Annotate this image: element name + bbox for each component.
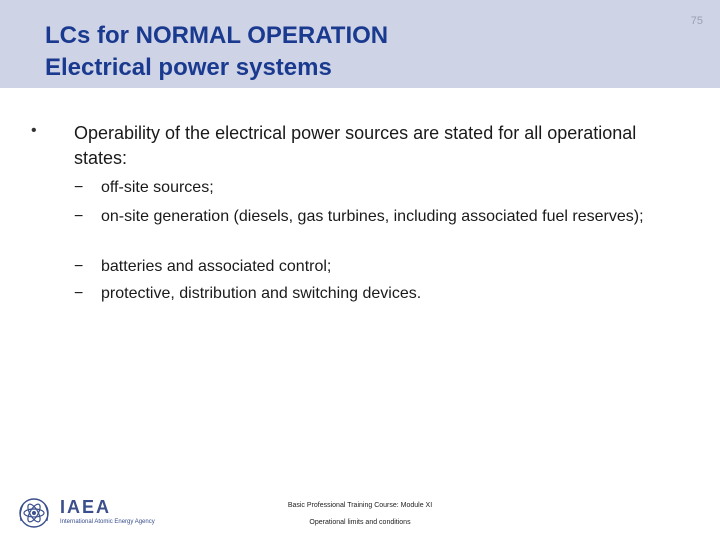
dash-marker: − [74,208,84,225]
dash-marker: − [74,258,84,275]
iaea-logo-text: IAEA [60,497,112,517]
footer-course-line: Basic Professional Training Course: Module XI [287,502,433,509]
slide-header [0,0,720,88]
slide-title-line-2: Electrical power systems [45,54,332,81]
page-number: 75 [690,15,703,27]
sub-item-text: on-site generation (diesels, gas turbines, including associated fuel reserves); [101,208,644,225]
footer-module-line: Operational limits and conditions [309,519,411,526]
bullet-marker: • [31,122,37,139]
main-bullet-text: Operability of the electrical power sources are stated for all operational states: [74,123,637,168]
slide-title-line-1: LCs for NORMAL OPERATION [45,22,389,49]
iaea-logo [16,495,176,531]
dash-marker: − [74,179,84,196]
iaea-logo-subtext: International Atomic Energy Agency [60,519,155,525]
atom-globe-icon [16,495,56,531]
sub-item-text: batteries and associated control; [101,258,332,275]
sub-item-text: protective, distribution and switching devices. [101,285,422,302]
sub-item-text: off-site sources; [101,179,214,196]
dash-marker: − [74,285,84,302]
